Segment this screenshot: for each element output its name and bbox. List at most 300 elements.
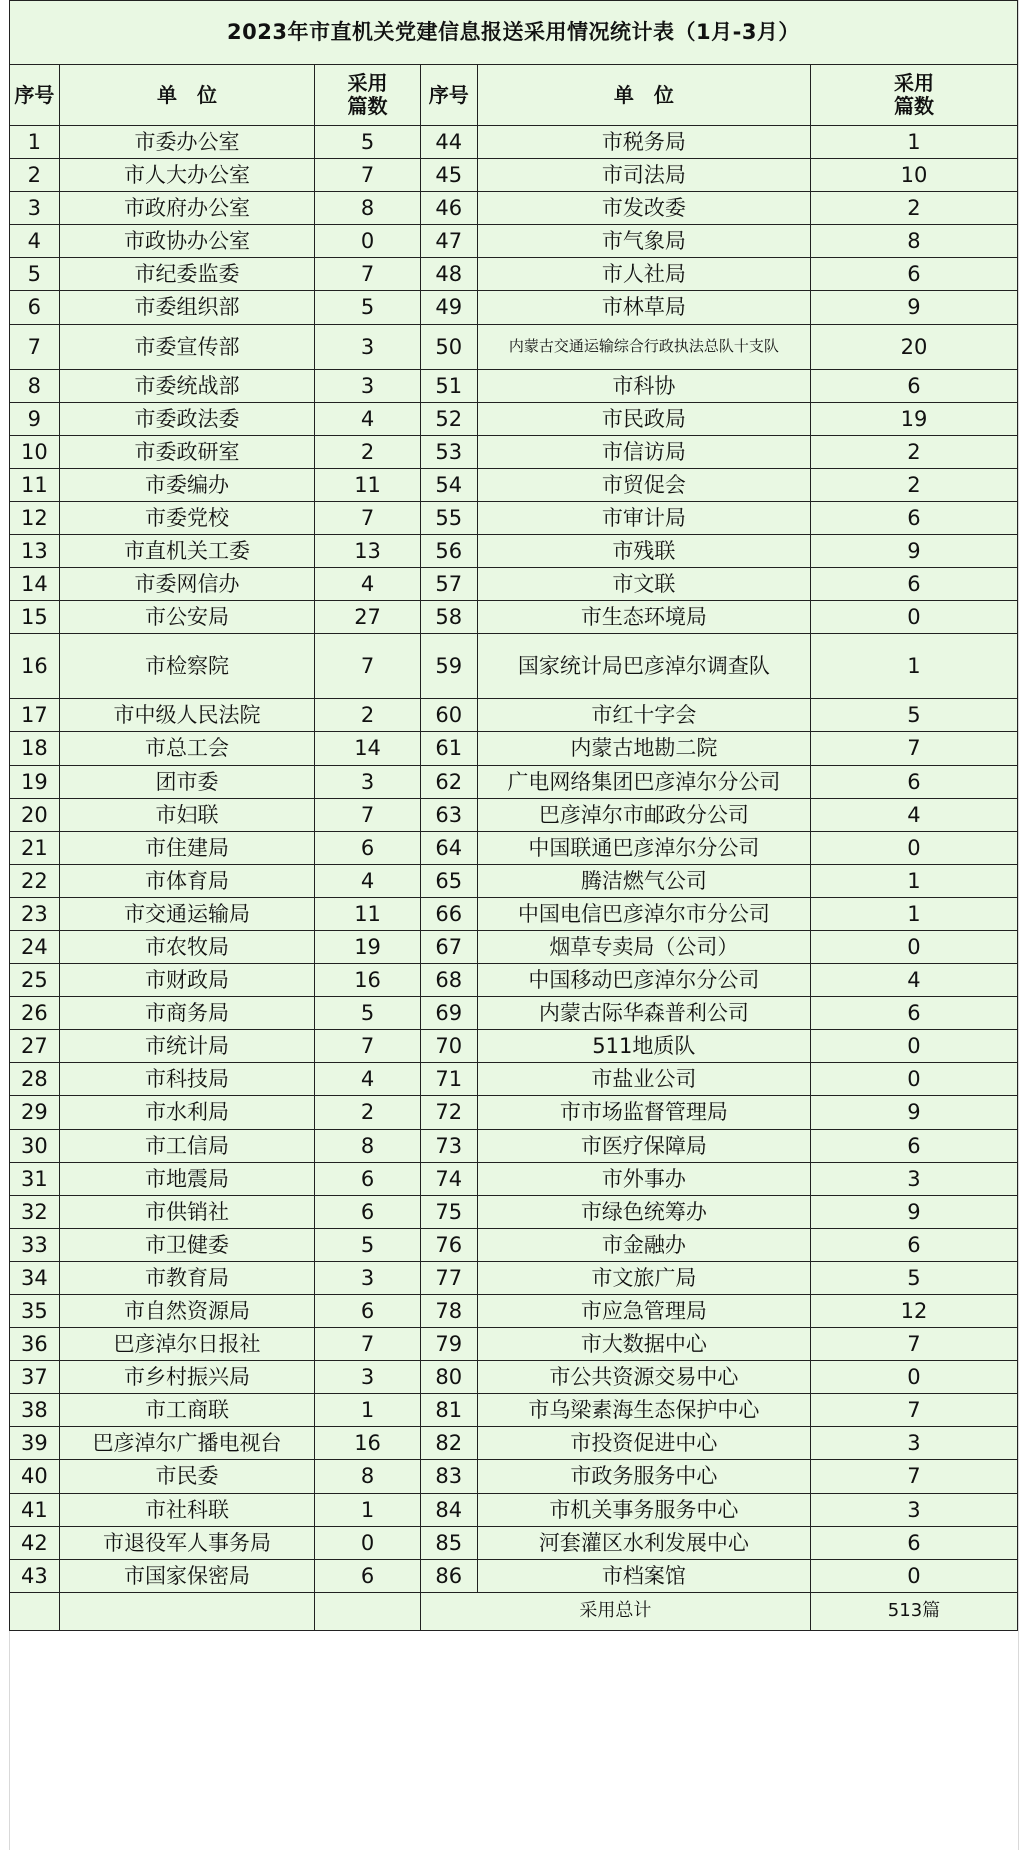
right-unit-cell[interactable]: 市生态环境局	[477, 601, 810, 634]
header-count-left[interactable]: 采用 篇数	[315, 65, 421, 126]
left-seq-cell[interactable]: 7	[10, 324, 60, 369]
left-seq-cell[interactable]: 14	[10, 568, 60, 601]
table-row	[10, 1063, 1018, 1096]
left-unit-cell[interactable]: 市妇联	[59, 798, 315, 831]
left-seq-cell[interactable]: 15	[10, 601, 60, 634]
right-unit-cell[interactable]: 中国联通巴彦淖尔分公司	[477, 831, 810, 864]
right-count-cell[interactable]: 19	[810, 402, 1017, 435]
right-unit-cell[interactable]: 内蒙古际华森普利公司	[477, 997, 810, 1030]
right-seq-cell[interactable]: 58	[420, 601, 477, 634]
left-count-cell[interactable]: 8	[315, 192, 421, 225]
right-unit-cell[interactable]: 市科协	[477, 369, 810, 402]
right-count-cell[interactable]: 0	[810, 831, 1017, 864]
right-unit-cell[interactable]: 市大数据中心	[477, 1328, 810, 1361]
table-row	[10, 1228, 1018, 1261]
statistics-table	[9, 0, 1018, 1631]
left-seq-cell[interactable]: 18	[10, 732, 60, 765]
right-count-cell[interactable]: 8	[810, 225, 1017, 258]
right-seq-cell[interactable]: 52	[420, 402, 477, 435]
left-seq-cell[interactable]: 35	[10, 1295, 60, 1328]
right-count-cell[interactable]: 0	[810, 1559, 1017, 1592]
right-count-cell[interactable]: 4	[810, 964, 1017, 997]
right-seq-cell[interactable]: 63	[420, 798, 477, 831]
right-unit-cell[interactable]: 内蒙古交通运输综合行政执法总队十支队	[477, 324, 810, 369]
left-count-cell[interactable]: 2	[315, 1096, 421, 1129]
right-count-cell[interactable]: 9	[810, 291, 1017, 324]
right-seq-cell[interactable]: 71	[420, 1063, 477, 1096]
left-seq-cell[interactable]: 41	[10, 1493, 60, 1526]
right-seq-cell[interactable]: 65	[420, 864, 477, 897]
left-seq-cell[interactable]: 4	[10, 225, 60, 258]
left-count-cell[interactable]: 1	[315, 1493, 421, 1526]
left-seq-cell[interactable]: 20	[10, 798, 60, 831]
left-count-cell[interactable]: 13	[315, 535, 421, 568]
left-count-cell[interactable]: 5	[315, 997, 421, 1030]
right-unit-cell[interactable]: 市司法局	[477, 159, 810, 192]
table-row	[10, 501, 1018, 534]
table-row	[10, 1096, 1018, 1129]
right-seq-cell[interactable]: 81	[420, 1394, 477, 1427]
left-unit-cell[interactable]: 市水利局	[59, 1096, 315, 1129]
left-unit-cell[interactable]: 市委网信办	[59, 568, 315, 601]
left-unit-cell[interactable]: 市委党校	[59, 501, 315, 534]
left-count-cell[interactable]: 8	[315, 1129, 421, 1162]
right-count-cell[interactable]: 9	[810, 1096, 1017, 1129]
left-seq-cell[interactable]: 13	[10, 535, 60, 568]
right-seq-cell[interactable]: 83	[420, 1460, 477, 1493]
left-seq-cell[interactable]: 25	[10, 964, 60, 997]
left-seq-cell[interactable]: 5	[10, 258, 60, 291]
table-row	[10, 1526, 1018, 1559]
left-count-cell[interactable]: 6	[315, 831, 421, 864]
left-seq-cell[interactable]: 32	[10, 1195, 60, 1228]
left-unit-cell[interactable]: 市中级人民法院	[59, 699, 315, 732]
header-unit-left[interactable]: 单 位	[59, 65, 315, 126]
left-unit-cell[interactable]: 市地震局	[59, 1162, 315, 1195]
left-count-cell[interactable]: 4	[315, 402, 421, 435]
right-count-cell[interactable]: 10	[810, 159, 1017, 192]
left-seq-cell[interactable]: 12	[10, 501, 60, 534]
left-count-cell[interactable]: 16	[315, 964, 421, 997]
table-row	[10, 1493, 1018, 1526]
right-unit-cell[interactable]: 市机关事务服务中心	[477, 1493, 810, 1526]
right-seq-cell[interactable]: 66	[420, 897, 477, 930]
left-unit-cell[interactable]: 市自然资源局	[59, 1295, 315, 1328]
right-unit-cell[interactable]: 市信访局	[477, 435, 810, 468]
right-unit-cell[interactable]: 市红十字会	[477, 699, 810, 732]
right-seq-cell[interactable]: 68	[420, 964, 477, 997]
right-unit-cell[interactable]: 河套灌区水利发展中心	[477, 1526, 810, 1559]
right-count-cell[interactable]: 6	[810, 369, 1017, 402]
left-count-cell[interactable]: 14	[315, 732, 421, 765]
right-seq-cell[interactable]: 64	[420, 831, 477, 864]
right-count-cell[interactable]: 12	[810, 1295, 1017, 1328]
left-unit-cell[interactable]: 市委宣传部	[59, 324, 315, 369]
right-count-cell[interactable]: 6	[810, 258, 1017, 291]
right-seq-cell[interactable]: 59	[420, 634, 477, 699]
right-count-cell[interactable]: 0	[810, 601, 1017, 634]
left-unit-cell[interactable]: 市农牧局	[59, 930, 315, 963]
right-unit-cell[interactable]: 市外事办	[477, 1162, 810, 1195]
right-unit-cell[interactable]: 市民政局	[477, 402, 810, 435]
left-unit-cell[interactable]: 市委办公室	[59, 126, 315, 159]
left-count-cell[interactable]: 4	[315, 568, 421, 601]
right-count-cell[interactable]: 3	[810, 1427, 1017, 1460]
header-count-right[interactable]: 采用 篇数	[810, 65, 1017, 126]
left-seq-cell[interactable]: 6	[10, 291, 60, 324]
table-row	[10, 601, 1018, 634]
right-unit-cell[interactable]: 市气象局	[477, 225, 810, 258]
left-seq-cell[interactable]: 19	[10, 765, 60, 798]
left-count-cell[interactable]: 4	[315, 864, 421, 897]
right-unit-cell[interactable]: 511地质队	[477, 1030, 810, 1063]
left-count-cell[interactable]: 16	[315, 1427, 421, 1460]
right-count-cell[interactable]: 5	[810, 1261, 1017, 1294]
right-unit-cell[interactable]: 市文旅广局	[477, 1261, 810, 1294]
left-unit-cell[interactable]: 市教育局	[59, 1261, 315, 1294]
right-unit-cell[interactable]: 市市场监督管理局	[477, 1096, 810, 1129]
right-unit-cell[interactable]: 市医疗保障局	[477, 1129, 810, 1162]
right-seq-cell[interactable]: 70	[420, 1030, 477, 1063]
right-count-cell[interactable]: 6	[810, 1228, 1017, 1261]
right-count-cell[interactable]: 6	[810, 501, 1017, 534]
left-count-cell[interactable]: 4	[315, 1063, 421, 1096]
left-seq-cell[interactable]: 28	[10, 1063, 60, 1096]
left-seq-cell[interactable]: 39	[10, 1427, 60, 1460]
table-row	[10, 765, 1018, 798]
table-row	[10, 1162, 1018, 1195]
right-count-cell[interactable]: 1	[810, 897, 1017, 930]
left-count-cell[interactable]: 11	[315, 897, 421, 930]
table-row	[10, 126, 1018, 159]
left-seq-cell[interactable]: 24	[10, 930, 60, 963]
right-seq-cell[interactable]: 49	[420, 291, 477, 324]
left-seq-cell[interactable]: 1	[10, 126, 60, 159]
right-unit-cell[interactable]: 内蒙古地勘二院	[477, 732, 810, 765]
right-unit-cell[interactable]: 市金融办	[477, 1228, 810, 1261]
left-unit-cell[interactable]: 市国家保密局	[59, 1559, 315, 1592]
left-unit-cell[interactable]: 市卫健委	[59, 1228, 315, 1261]
right-unit-cell[interactable]: 市税务局	[477, 126, 810, 159]
left-seq-cell[interactable]: 30	[10, 1129, 60, 1162]
left-unit-cell[interactable]: 市委政研室	[59, 435, 315, 468]
right-seq-cell[interactable]: 44	[420, 126, 477, 159]
left-unit-cell[interactable]: 市科技局	[59, 1063, 315, 1096]
left-unit-cell[interactable]: 市交通运输局	[59, 897, 315, 930]
table-row	[10, 1427, 1018, 1460]
left-seq-cell[interactable]: 26	[10, 997, 60, 1030]
right-count-cell[interactable]: 20	[810, 324, 1017, 369]
left-unit-cell[interactable]: 市统计局	[59, 1030, 315, 1063]
right-count-cell[interactable]: 1	[810, 864, 1017, 897]
left-unit-cell[interactable]: 市政协办公室	[59, 225, 315, 258]
right-count-cell[interactable]: 9	[810, 535, 1017, 568]
left-unit-cell[interactable]: 市总工会	[59, 732, 315, 765]
footer-empty-unit[interactable]	[59, 1592, 315, 1630]
left-count-cell[interactable]: 7	[315, 1328, 421, 1361]
left-count-cell[interactable]: 2	[315, 435, 421, 468]
right-seq-cell[interactable]: 45	[420, 159, 477, 192]
left-seq-cell[interactable]: 38	[10, 1394, 60, 1427]
left-unit-cell[interactable]: 团市委	[59, 765, 315, 798]
left-seq-cell[interactable]: 36	[10, 1328, 60, 1361]
left-seq-cell[interactable]: 23	[10, 897, 60, 930]
table-title[interactable]: 2023年市直机关党建信息报送采用情况统计表（1月-3月）	[10, 1, 1018, 65]
table-row	[10, 258, 1018, 291]
right-unit-cell[interactable]: 市贸促会	[477, 468, 810, 501]
right-seq-cell[interactable]: 72	[420, 1096, 477, 1129]
right-seq-cell[interactable]: 76	[420, 1228, 477, 1261]
left-count-cell[interactable]: 7	[315, 159, 421, 192]
right-count-cell[interactable]: 2	[810, 435, 1017, 468]
left-seq-cell[interactable]: 29	[10, 1096, 60, 1129]
right-count-cell[interactable]: 5	[810, 699, 1017, 732]
right-count-cell[interactable]: 6	[810, 765, 1017, 798]
right-count-cell[interactable]: 7	[810, 1394, 1017, 1427]
right-seq-cell[interactable]: 78	[420, 1295, 477, 1328]
left-unit-cell[interactable]: 巴彦淖尔日报社	[59, 1328, 315, 1361]
header-seq-left[interactable]: 序号	[10, 65, 60, 126]
left-seq-cell[interactable]: 11	[10, 468, 60, 501]
left-seq-cell[interactable]: 21	[10, 831, 60, 864]
left-count-cell[interactable]: 7	[315, 634, 421, 699]
left-count-cell[interactable]: 0	[315, 225, 421, 258]
right-unit-cell[interactable]: 中国移动巴彦淖尔分公司	[477, 964, 810, 997]
left-count-cell[interactable]: 7	[315, 1030, 421, 1063]
left-count-cell[interactable]: 3	[315, 765, 421, 798]
right-unit-cell[interactable]: 烟草专卖局（公司）	[477, 930, 810, 963]
right-seq-cell[interactable]: 82	[420, 1427, 477, 1460]
right-seq-cell[interactable]: 85	[420, 1526, 477, 1559]
right-seq-cell[interactable]: 67	[420, 930, 477, 963]
right-unit-cell[interactable]: 市人社局	[477, 258, 810, 291]
right-seq-cell[interactable]: 73	[420, 1129, 477, 1162]
left-seq-cell[interactable]: 37	[10, 1361, 60, 1394]
right-unit-cell[interactable]: 市残联	[477, 535, 810, 568]
right-unit-cell[interactable]: 市乌梁素海生态保护中心	[477, 1394, 810, 1427]
right-seq-cell[interactable]: 48	[420, 258, 477, 291]
left-count-cell[interactable]: 3	[315, 369, 421, 402]
table-row	[10, 997, 1018, 1030]
left-unit-cell[interactable]: 市委政法委	[59, 402, 315, 435]
left-count-cell[interactable]: 6	[315, 1195, 421, 1228]
right-count-cell[interactable]: 7	[810, 1328, 1017, 1361]
left-count-cell[interactable]: 7	[315, 501, 421, 534]
right-unit-cell[interactable]: 广电网络集团巴彦淖尔分公司	[477, 765, 810, 798]
right-count-cell[interactable]: 6	[810, 997, 1017, 1030]
left-count-cell[interactable]: 7	[315, 258, 421, 291]
right-count-cell[interactable]: 0	[810, 1063, 1017, 1096]
right-unit-cell[interactable]: 市绿色统筹办	[477, 1195, 810, 1228]
right-seq-cell[interactable]: 54	[420, 468, 477, 501]
right-unit-cell[interactable]: 腾洁燃气公司	[477, 864, 810, 897]
left-unit-cell[interactable]: 市直机关工委	[59, 535, 315, 568]
right-unit-cell[interactable]: 市档案馆	[477, 1559, 810, 1592]
left-count-cell[interactable]: 7	[315, 798, 421, 831]
right-seq-cell[interactable]: 79	[420, 1328, 477, 1361]
right-seq-cell[interactable]: 51	[420, 369, 477, 402]
right-unit-cell[interactable]: 中国电信巴彦淖尔市分公司	[477, 897, 810, 930]
right-count-cell[interactable]: 2	[810, 468, 1017, 501]
right-count-cell[interactable]: 4	[810, 798, 1017, 831]
left-seq-cell[interactable]: 40	[10, 1460, 60, 1493]
right-seq-cell[interactable]: 84	[420, 1493, 477, 1526]
right-seq-cell[interactable]: 74	[420, 1162, 477, 1195]
footer-total-label[interactable]: 采用总计	[420, 1592, 810, 1630]
right-unit-cell[interactable]: 市投资促进中心	[477, 1427, 810, 1460]
left-unit-cell[interactable]: 市财政局	[59, 964, 315, 997]
right-count-cell[interactable]: 6	[810, 1129, 1017, 1162]
right-unit-cell[interactable]: 市发改委	[477, 192, 810, 225]
right-unit-cell[interactable]: 市林草局	[477, 291, 810, 324]
left-unit-cell[interactable]: 市社科联	[59, 1493, 315, 1526]
left-seq-cell[interactable]: 31	[10, 1162, 60, 1195]
right-count-cell[interactable]: 3	[810, 1162, 1017, 1195]
left-seq-cell[interactable]: 43	[10, 1559, 60, 1592]
header-seq-right[interactable]: 序号	[420, 65, 477, 126]
left-seq-cell[interactable]: 34	[10, 1261, 60, 1294]
right-count-cell[interactable]: 1	[810, 126, 1017, 159]
table-row	[10, 291, 1018, 324]
left-unit-cell[interactable]: 巴彦淖尔广播电视台	[59, 1427, 315, 1460]
left-seq-cell[interactable]: 10	[10, 435, 60, 468]
left-unit-cell[interactable]: 市委组织部	[59, 291, 315, 324]
left-seq-cell[interactable]: 17	[10, 699, 60, 732]
left-unit-cell[interactable]: 市政府办公室	[59, 192, 315, 225]
right-unit-cell[interactable]: 巴彦淖尔市邮政分公司	[477, 798, 810, 831]
right-count-cell[interactable]: 1	[810, 634, 1017, 699]
table-row	[10, 1361, 1018, 1394]
right-count-cell[interactable]: 9	[810, 1195, 1017, 1228]
right-unit-cell[interactable]: 市文联	[477, 568, 810, 601]
footer-empty-seq[interactable]	[10, 1592, 60, 1630]
right-count-cell[interactable]: 0	[810, 930, 1017, 963]
left-seq-cell[interactable]: 22	[10, 864, 60, 897]
table-row	[10, 1261, 1018, 1294]
right-seq-cell[interactable]: 62	[420, 765, 477, 798]
left-count-cell[interactable]: 1	[315, 1394, 421, 1427]
left-count-cell[interactable]: 11	[315, 468, 421, 501]
right-count-cell[interactable]: 3	[810, 1493, 1017, 1526]
left-unit-cell[interactable]: 市公安局	[59, 601, 315, 634]
table-row	[10, 1394, 1018, 1427]
right-count-cell[interactable]: 6	[810, 568, 1017, 601]
left-seq-cell[interactable]: 42	[10, 1526, 60, 1559]
footer-empty-count[interactable]	[315, 1592, 421, 1630]
left-count-cell[interactable]: 6	[315, 1162, 421, 1195]
table-row	[10, 732, 1018, 765]
right-seq-cell[interactable]: 60	[420, 699, 477, 732]
left-unit-cell[interactable]: 市供销社	[59, 1195, 315, 1228]
right-seq-cell[interactable]: 56	[420, 535, 477, 568]
left-unit-cell[interactable]: 市民委	[59, 1460, 315, 1493]
left-count-cell[interactable]: 3	[315, 1261, 421, 1294]
left-count-cell[interactable]: 5	[315, 1228, 421, 1261]
left-unit-cell[interactable]: 市人大办公室	[59, 159, 315, 192]
right-count-cell[interactable]: 2	[810, 192, 1017, 225]
left-unit-cell[interactable]: 市委统战部	[59, 369, 315, 402]
left-count-cell[interactable]: 27	[315, 601, 421, 634]
table-row	[10, 634, 1018, 699]
left-count-cell[interactable]: 19	[315, 930, 421, 963]
left-count-cell[interactable]: 3	[315, 324, 421, 369]
left-unit-cell[interactable]: 市乡村振兴局	[59, 1361, 315, 1394]
right-seq-cell[interactable]: 50	[420, 324, 477, 369]
right-seq-cell[interactable]: 61	[420, 732, 477, 765]
left-unit-cell[interactable]: 市住建局	[59, 831, 315, 864]
left-seq-cell[interactable]: 9	[10, 402, 60, 435]
right-unit-cell[interactable]: 市盐业公司	[477, 1063, 810, 1096]
right-seq-cell[interactable]: 69	[420, 997, 477, 1030]
right-seq-cell[interactable]: 57	[420, 568, 477, 601]
right-count-cell[interactable]: 0	[810, 1030, 1017, 1063]
right-seq-cell[interactable]: 75	[420, 1195, 477, 1228]
table-row	[10, 435, 1018, 468]
right-count-cell[interactable]: 7	[810, 1460, 1017, 1493]
right-unit-cell[interactable]: 国家统计局巴彦淖尔调查队	[477, 634, 810, 699]
right-seq-cell[interactable]: 46	[420, 192, 477, 225]
left-unit-cell[interactable]: 市委编办	[59, 468, 315, 501]
footer-total-value[interactable]: 513篇	[810, 1592, 1017, 1630]
footer-row	[10, 1592, 1018, 1630]
right-unit-cell[interactable]: 市公共资源交易中心	[477, 1361, 810, 1394]
left-seq-cell[interactable]: 27	[10, 1030, 60, 1063]
table-row	[10, 1195, 1018, 1228]
right-count-cell[interactable]: 7	[810, 732, 1017, 765]
left-seq-cell[interactable]: 8	[10, 369, 60, 402]
right-count-cell[interactable]: 0	[810, 1361, 1017, 1394]
left-count-cell[interactable]: 0	[315, 1526, 421, 1559]
left-seq-cell[interactable]: 33	[10, 1228, 60, 1261]
table-row	[10, 535, 1018, 568]
left-count-cell[interactable]: 3	[315, 1361, 421, 1394]
right-seq-cell[interactable]: 53	[420, 435, 477, 468]
left-count-cell[interactable]: 5	[315, 126, 421, 159]
table-row	[10, 369, 1018, 402]
left-count-cell[interactable]: 2	[315, 699, 421, 732]
header-unit-right[interactable]: 单 位	[477, 65, 810, 126]
left-unit-cell[interactable]: 市退役军人事务局	[59, 1526, 315, 1559]
left-count-cell[interactable]: 6	[315, 1295, 421, 1328]
left-seq-cell[interactable]: 2	[10, 159, 60, 192]
right-count-cell[interactable]: 6	[810, 1526, 1017, 1559]
right-seq-cell[interactable]: 80	[420, 1361, 477, 1394]
table-row	[10, 225, 1018, 258]
left-unit-cell[interactable]: 市检察院	[59, 634, 315, 699]
right-seq-cell[interactable]: 47	[420, 225, 477, 258]
left-count-cell[interactable]: 5	[315, 291, 421, 324]
right-unit-cell[interactable]: 市应急管理局	[477, 1295, 810, 1328]
right-seq-cell[interactable]: 77	[420, 1261, 477, 1294]
left-seq-cell[interactable]: 16	[10, 634, 60, 699]
sheet-right-margin	[1018, 0, 1026, 1850]
right-unit-cell[interactable]: 市政务服务中心	[477, 1460, 810, 1493]
right-seq-cell[interactable]: 55	[420, 501, 477, 534]
table-row	[10, 1559, 1018, 1592]
right-unit-cell[interactable]: 市审计局	[477, 501, 810, 534]
left-unit-cell[interactable]: 市体育局	[59, 864, 315, 897]
table-row	[10, 964, 1018, 997]
right-seq-cell[interactable]: 86	[420, 1559, 477, 1592]
left-unit-cell[interactable]: 市商务局	[59, 997, 315, 1030]
left-count-cell[interactable]: 6	[315, 1559, 421, 1592]
left-unit-cell[interactable]: 市工信局	[59, 1129, 315, 1162]
left-unit-cell[interactable]: 市纪委监委	[59, 258, 315, 291]
left-count-cell[interactable]: 8	[315, 1460, 421, 1493]
left-unit-cell[interactable]: 市工商联	[59, 1394, 315, 1427]
left-seq-cell[interactable]: 3	[10, 192, 60, 225]
table-row	[10, 864, 1018, 897]
